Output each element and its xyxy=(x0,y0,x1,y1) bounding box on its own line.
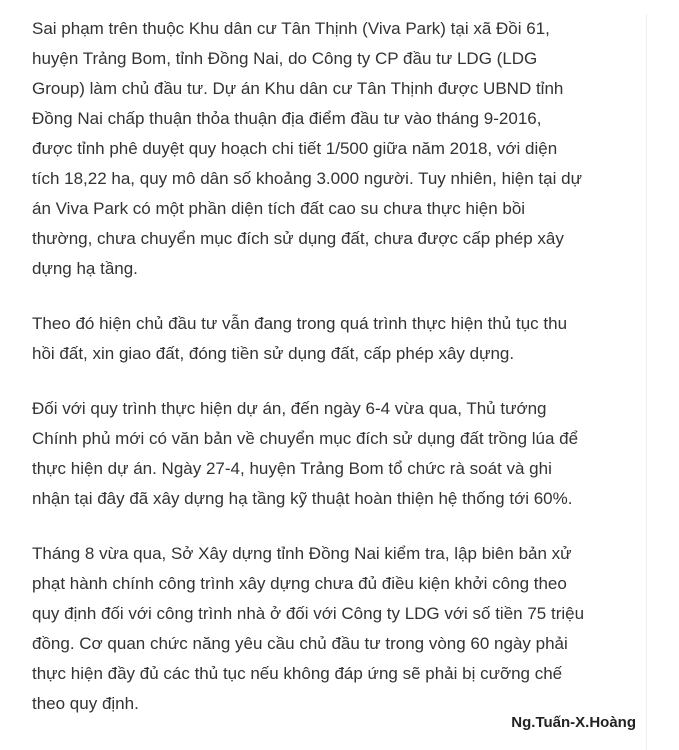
article-paragraph: Đối với quy trình thực hiện dự án, đến ngày 6-4 vừa qua, Thủ tướng Chính phủ mới có văn bản về chuyển mục đích sử dụng đất trồng lúa để thực hiện dự án. Ngày 27-4, huyện Trảng Bom tổ chức rà soát và ghi nhận tại đây đã xây dựng hạ tầng kỹ thuật hoàn thiện hệ thống tới 60%. xyxy=(32,399,579,508)
article-paragraph: Tháng 8 vừa qua, Sở Xây dựng tỉnh Đồng Nai kiểm tra, lập biên bản xử phạt hành chính công trình xây dựng chưa đủ điều kiện khởi công theo quy định đối với công trình nhà ở đối với Công ty LDG với số tiền 75 triệu đồng. Cơ quan chức năng yêu cầu chủ đầu tư trong vòng 60 ngày phải thực hiện đầy đủ các thủ tục nếu không đáp ứng sẽ phải bị cưỡng chế theo quy định. xyxy=(32,544,585,713)
article-body xyxy=(32,14,647,750)
article-paragraph: Sai phạm trên thuộc Khu dân cư Tân Thịnh (Viva Park) tại xã Đồi 61, huyện Trảng Bom, tỉnh Đồng Nai, do Công ty CP đầu tư LDG (LDG Group) làm chủ đầu tư. Dự án Khu dân cư Tân Thịnh được UBND tỉnh Đồng Nai chấp thuận thỏa thuận địa điểm đầu tư vào tháng 9-2016, được tỉnh phê duyệt quy hoạch chi tiết 1/500 giữa năm 2018, với diện tích 18,22 ha, quy mô dân số khoảng 3.000 người. Tuy nhiên, hiện tại dự án Viva Park có một phần diện tích đất cao su chưa thực hiện bồi thường, chưa chuyển mục đích sử dụng đất, chưa được cấp phép xây dựng hạ tầng. xyxy=(32,19,582,278)
author-byline: Ng.Tuấn-X.Hoàng xyxy=(511,714,636,731)
article-paragraph: Theo đó hiện chủ đầu tư vẫn đang trong quá trình thực hiện thủ tục thu hồi đất, xin giao đất, đóng tiền sử dụng đất, cấp phép xây dựng. xyxy=(32,314,568,363)
